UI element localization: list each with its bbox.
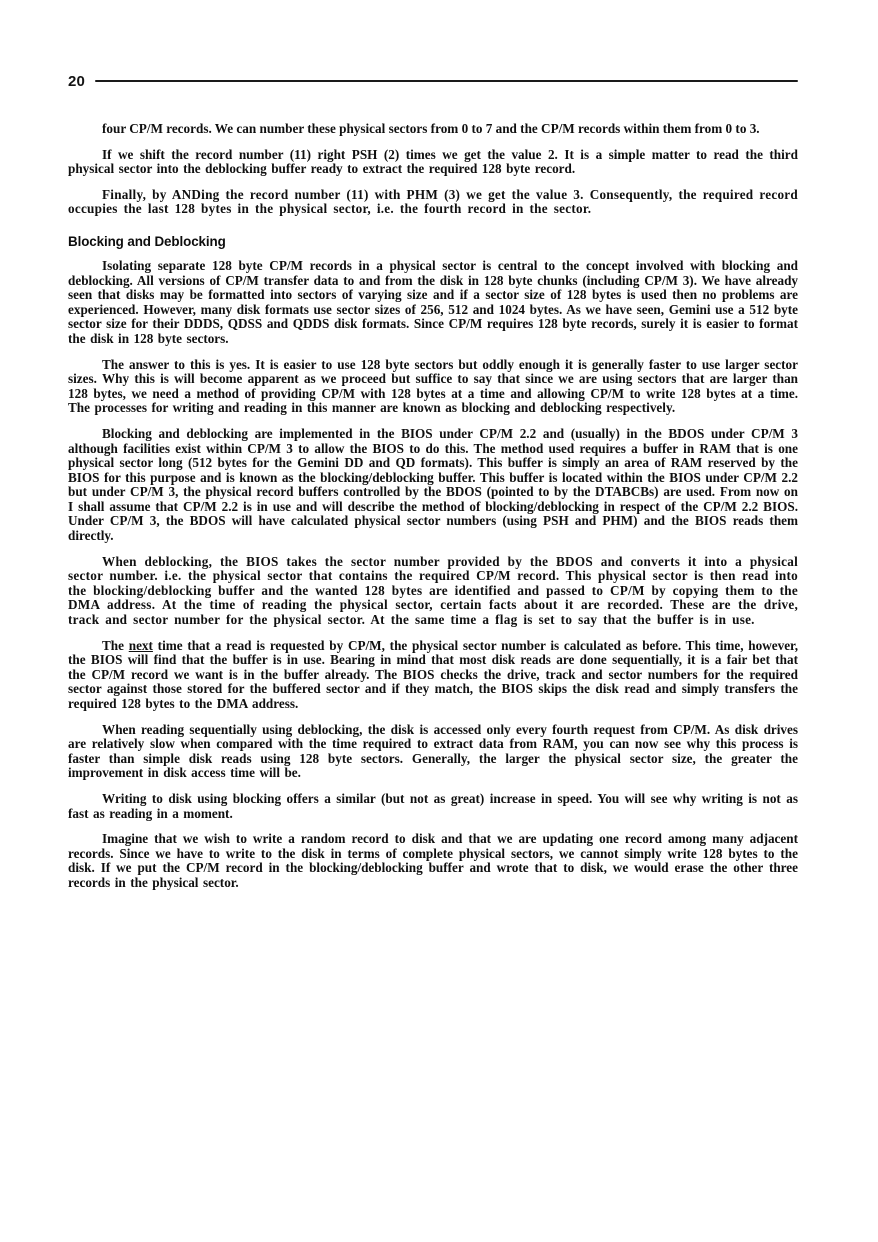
- paragraph-text-after-emphasis: time that a read is requested by CP/M, the physical sector number is calculated as before. This time, however, the BIOS will find that the buffer is in use. Bearing in mind that most disk reads are done sequentially, it is a fair bet that the CP/M record we want is in the buffer already. The BIOS checks the drive, track and sector numbers for the required sector against those stored for the buffered sector and if they match, the BIOS skips the disk read and simply transfers the required 128 bytes to the DMA address.: [68, 637, 798, 711]
- header-rule: [95, 80, 798, 82]
- paragraph-four-cpm-records: four CP/M records. We can number these physical sectors from 0 to 7 and the CP/M records within them from 0 to 3.: [102, 121, 760, 136]
- paragraph-the-next-time: [68, 639, 798, 712]
- paragraph-text-before-emphasis: The: [102, 637, 129, 653]
- section-heading-blocking-and-deblocking: Blocking and Deblocking: [68, 233, 226, 249]
- body-text-column: [68, 122, 798, 902]
- paragraph-isolating-separate: Isolating separate 128 byte CP/M records in a physical sector is central to the concept involved with blocking and deblocking. All versions of CP/M transfer data to and from the disk in 128 byte chunks (including CP/M 3). We have already seen that disks may be formatted into sectors of varying size and if a sector size of 128 bytes is used then no problems are experienced. However, many disk formats use sector sizes of 256, 512 and 1024 bytes. As we have seen, Gemini use a 512 byte sector size for their DDDS, QDSS and QDDS disk formats. Since CP/M requires 128 byte records, surely it is easier to format the disk in 128 byte sectors.: [68, 257, 798, 346]
- paragraph-finally-anding: Finally, by ANDing the record number (11) with PHM (3) we get the value 3. Consequently, the required record occupies the last 128 bytes in the physical sector, i.e. the fourth record in the sector.: [68, 186, 798, 217]
- paragraph-writing-to-disk: Writing to disk using blocking offers a similar (but not as great) increase in speed. You will see why writing is not as fast as reading in a moment.: [68, 790, 798, 821]
- emphasized-word-next: next: [128, 637, 153, 653]
- page-number: 20: [68, 72, 86, 90]
- page-header: [68, 70, 798, 92]
- paragraph-blocking-implemented: Blocking and deblocking are implemented in the BIOS under CP/M 2.2 and (usually) in the BDOS under CP/M 3 although facilities exist within CP/M 3 to allow the BIOS to do this. The method used requires a buffer in RAM that is one physical sector long (512 bytes for the Gemini DD and QD formats). This buffer is simply an area of RAM reserved by the BIOS for this purpose and is known as the blocking/deblocking buffer. This buffer is located within the BIOS under CP/M 2.2 but under CP/M 3, the physical record buffers controlled by the BDOS (pointed to by the DTABCBs) are used. From now on I shall assume that CP/M 2.2 is in use and will describe the method of blocking/deblocking in respect of the CP/M 2.2 BIOS. Under CP/M 3, the BDOS will have calculated physical sector numbers (using PSH and PHM) and the BIOS reads them directly.: [68, 425, 798, 544]
- paragraph-imagine-that-we-wish: Imagine that we wish to write a random record to disk and that we are updating one record among many adjacent records. Since we have to write to the disk in terms of complete physical sectors, we cannot simply write 128 bytes to the disk. If we put the CP/M record in the blocking/deblocking buffer and wrote that to disk, we would erase the other three records in the physical sector.: [68, 831, 798, 890]
- paragraph-when-reading-sequentially: When reading sequentially using deblocking, the disk is accessed only every fourth request from CP/M. As disk drives are relatively slow when compared with the time required to extract data from RAM, you can now see why this process is faster than simple disk reads using 128 byte sectors. Generally, the larger the physical sector size, the greater the improvement in disk access time will be.: [68, 721, 798, 781]
- paragraph-the-answer-to-this: The answer to this is yes. It is easier to use 128 byte sectors but oddly enough it is generally faster to use larger sector sizes. Why this is will become apparent as we proceed but suffice to say that since we are using sectors that are larger than 128 bytes, we need a method of providing CP/M with 128 bytes at a time and allowing CP/M to write 128 bytes at a time. The processes for writing and reading in this manner are known as blocking and deblocking respectively.: [68, 356, 798, 416]
- paragraph-if-we-shift: If we shift the record number (11) right PSH (2) times we get the value 2. It is a simple matter to read the third physical sector into the deblocking buffer ready to extract the required 128 byte record.: [68, 146, 798, 177]
- paragraph-when-deblocking: When deblocking, the BIOS takes the sector number provided by the BDOS and converts it into a physical sector number. i.e. the physical sector that contains the required CP/M record. This physical sector is then read into the blocking/deblocking buffer and the wanted 128 bytes are identified and passed to CP/M by copying them to the DMA address. At the time of reading the physical sector, certain facts about it are recorded. These are the drive, track and sector number for the physical sector. At the same time a flag is set to say that the buffer is in use.: [68, 553, 798, 628]
